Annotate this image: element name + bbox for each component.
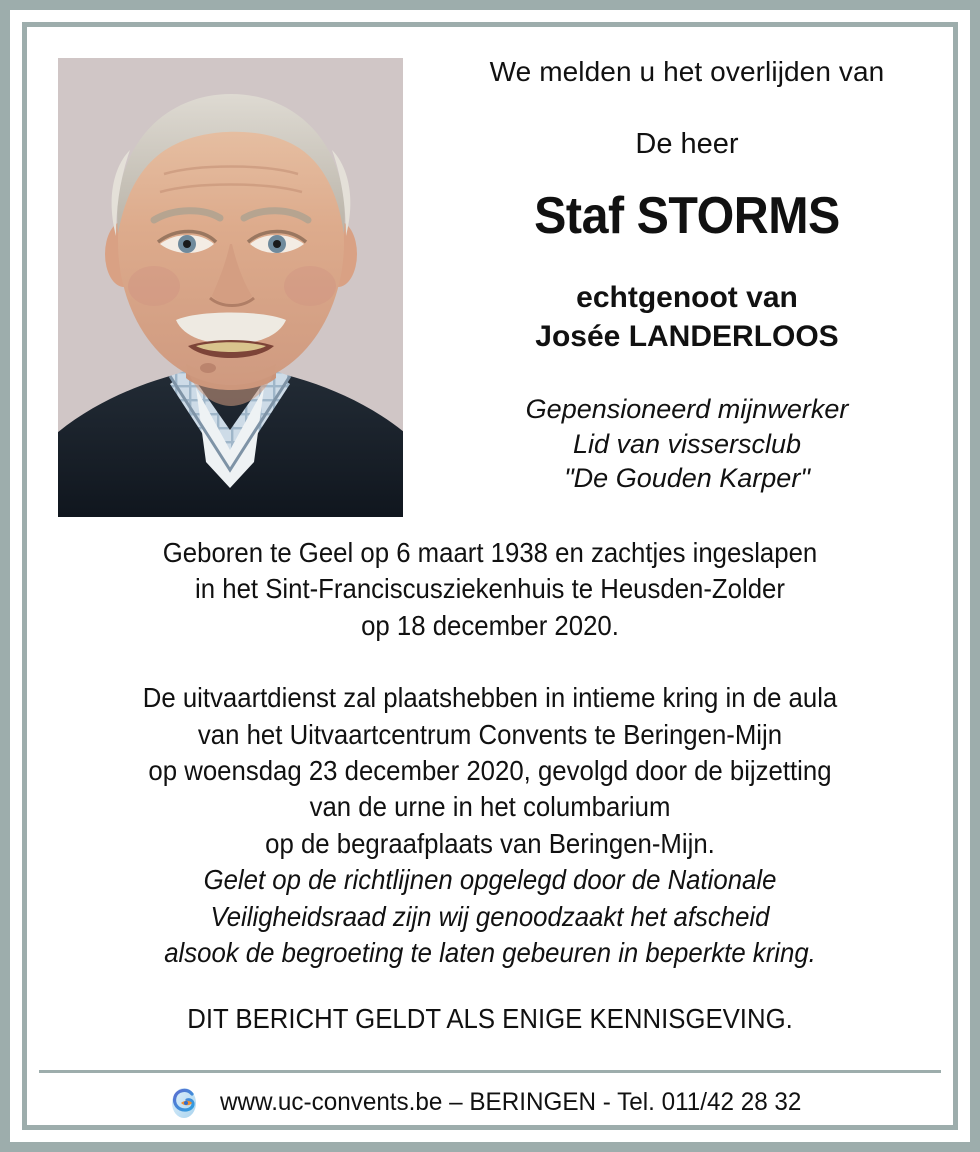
birth-death-line: in het Sint-Franciscusziekenhuis te Heusden-Zolder [195,573,785,605]
body-text-block [27,535,953,1038]
restrictions-paragraph [64,862,916,971]
service-line: De uitvaartdienst zal plaatshebben in intieme kring in de aula [142,682,838,714]
service-line: op de begraafplaats van Beringen-Mijn. [265,827,715,859]
restrictions-line: Veiligheidsraad zijn wij genoodzaakt het afscheid [210,900,770,932]
restrictions-line: Gelet op de richtlijnen opgelegd door de Nationale [203,864,777,896]
header-row [27,27,953,525]
portrait-photo [58,58,403,517]
single-notice-line: DIT BERICHT GELDT ALS ENIGE KENNISGEVING. [187,1003,793,1035]
paragraph-gap [27,971,953,1001]
role-line: Gepensioneerd mijnwerker [525,393,849,424]
salutation-line: De heer [635,127,739,160]
role-line: Lid van vissersclub [572,428,802,459]
footer-contact-text: www.uc-convents.be – BERINGEN - Tel. 011/42 28 32 [220,1087,802,1116]
deceased-name: Staf STORMS [534,187,840,246]
service-line: van het Uitvaartcentrum Convents te Beringen-Mijn [197,718,783,750]
service-paragraph [64,680,916,862]
birth-death-paragraph [64,535,916,644]
footer-bar [27,1079,953,1125]
birth-death-line: op 18 december 2020. [361,609,619,641]
birth-death-line: Geboren te Geel op 6 maart 1938 en zachtjes ingeslapen [162,537,818,568]
spouse-label: echtgenoot van [576,280,798,314]
notice-content [27,27,953,1125]
header-text-block [427,55,947,496]
announcement-line: We melden u het overlijden van [489,56,885,87]
spouse-block [427,278,947,356]
spouse-name: Josée LANDERLOOS [535,319,839,353]
restrictions-line: alsook de begroeting te laten gebeuren in beperkte kring. [164,936,816,968]
roles-block [427,392,947,496]
uc-convents-logo-icon [169,1085,199,1119]
portrait-illustration [58,58,403,517]
paragraph-gap [27,644,953,680]
service-line: op woensdag 23 december 2020, gevolgd door de bijzetting [148,754,832,786]
service-line: van de urne in het columbarium [309,791,671,823]
logo-swirl-icon [169,1085,199,1119]
role-line: "De Gouden Karper" [564,463,810,494]
footer-divider [39,1070,941,1073]
